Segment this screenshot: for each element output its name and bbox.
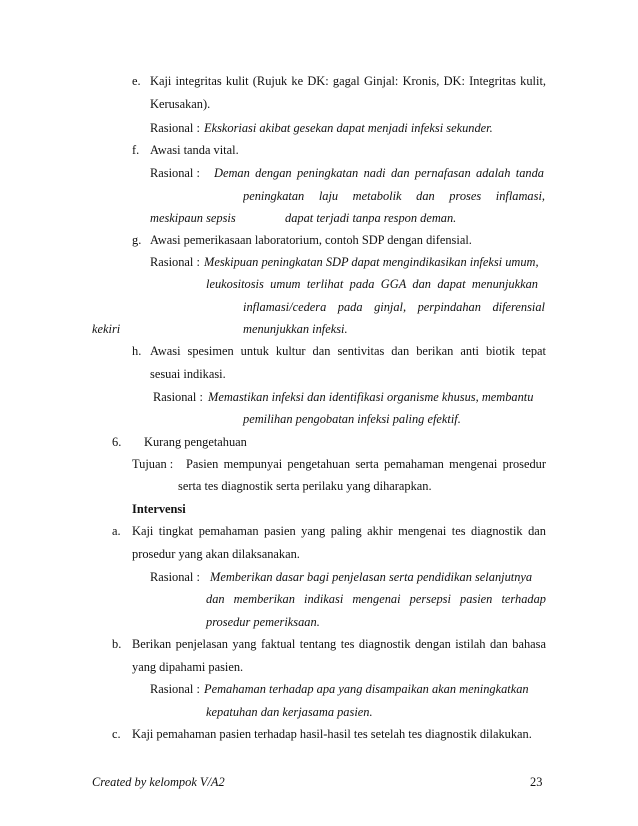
item-c-text: Kaji pemahaman pasien terhadap hasil-hasil tes setelah tes diagnostik dilakukan. bbox=[132, 727, 532, 741]
item-f-rasional-line-3a: meskipaun sepsis bbox=[150, 211, 236, 225]
item-b-rasional-line-1: Pemahaman terhadap apa yang disampaikan akan meningkatkan bbox=[204, 682, 529, 696]
item-e-text-cont: Kerusakan). bbox=[150, 97, 211, 111]
item-a-rasional-line-2: dan memberikan indikasi mengenai persepsi pasien terhadap bbox=[206, 592, 546, 606]
item-g-rasional-line-2: leukositosis umum terlihat pada GGA dan dapat menunjukkan bbox=[206, 277, 538, 291]
item-g-kekiri: kekiri bbox=[92, 322, 121, 336]
item-g-rasional-line-3: inflamasi/cedera pada ginjal, perpindahan diferensial bbox=[243, 300, 545, 314]
item-f-rasional-line-2: peningkatan laju metabolik dan proses inflamasi, bbox=[243, 189, 545, 203]
intervensi-heading: Intervensi bbox=[132, 502, 186, 516]
item-a-text-cont: prosedur yang akan dilaksanakan. bbox=[132, 547, 300, 561]
item-h-rasional-label: Rasional : bbox=[153, 390, 203, 404]
page-number: 23 bbox=[530, 775, 543, 789]
footer-credit: Created by kelompok V/A2 bbox=[92, 775, 225, 789]
item-h-text: Awasi spesimen untuk kultur dan sentivitas dan berikan anti biotik tepat bbox=[150, 344, 546, 358]
item-e-rasional-label: Rasional : bbox=[150, 121, 200, 135]
item-h-rasional-line-1: Memastikan infeksi dan identifikasi organisme khusus, membantu bbox=[208, 390, 534, 404]
item-e-rasional-text: Ekskoriasi akibat gesekan dapat menjadi infeksi sekunder. bbox=[204, 121, 493, 135]
item-h-text-cont: sesuai indikasi. bbox=[150, 367, 226, 381]
item-f-rasional-label: Rasional : bbox=[150, 166, 200, 180]
item-g-rasional-label: Rasional : bbox=[150, 255, 200, 269]
item-e-marker: e. bbox=[132, 74, 141, 88]
item-a-marker: a. bbox=[112, 524, 121, 538]
item-h-rasional-line-2: pemilihan pengobatan infeksi paling efektif. bbox=[243, 412, 461, 426]
item-g-rasional-line-4: menunjukkan infeksi. bbox=[243, 322, 348, 336]
tujuan-line-2: serta tes diagnostik serta perilaku yang diharapkan. bbox=[178, 479, 432, 493]
tujuan-label: Tujuan : bbox=[132, 457, 174, 471]
item-g-text: Awasi pemerikasaan laboratorium, contoh SDP dengan difensial. bbox=[150, 233, 472, 247]
item-h-marker: h. bbox=[132, 344, 142, 358]
item-f-rasional-line-3b: dapat terjadi tanpa respon deman. bbox=[285, 211, 457, 225]
item-b-rasional-line-2: kepatuhan dan kerjasama pasien. bbox=[206, 705, 373, 719]
item-a-text: Kaji tingkat pemahaman pasien yang paling akhir mengenai tes diagnostik dan bbox=[132, 524, 546, 538]
item-e-text: Kaji integritas kulit (Rujuk ke DK: gagal Ginjal: Kronis, DK: Integritas kulit, bbox=[150, 74, 546, 88]
item-f-rasional-line-1: Deman dengan peningkatan nadi dan pernafasan adalah tanda bbox=[214, 166, 544, 180]
item-f-marker: f. bbox=[132, 143, 140, 157]
section-6-title: Kurang pengetahuan bbox=[144, 435, 247, 449]
item-a-rasional-line-3: prosedur pemeriksaan. bbox=[206, 615, 320, 629]
item-c-marker: c. bbox=[112, 727, 121, 741]
item-b-text: Berikan penjelasan yang faktual tentang tes diagnostik dengan istilah dan bahasa bbox=[132, 637, 546, 651]
section-6-marker: 6. bbox=[112, 435, 122, 449]
item-f-text: Awasi tanda vital. bbox=[150, 143, 239, 157]
item-g-marker: g. bbox=[132, 233, 142, 247]
item-g-rasional-line-1: Meskipuan peningkatan SDP dapat mengindikasikan infeksi umum, bbox=[204, 255, 539, 269]
tujuan-line-1: Pasien mempunyai pengetahuan serta pemahaman mengenai prosedur bbox=[186, 457, 546, 471]
item-b-text-cont: yang dipahami pasien. bbox=[132, 660, 244, 674]
item-a-rasional-line-1: Memberikan dasar bagi penjelasan serta pendidikan selanjutnya bbox=[210, 570, 533, 584]
item-a-rasional-label: Rasional : bbox=[150, 570, 200, 584]
item-b-marker: b. bbox=[112, 637, 122, 651]
item-b-rasional-label: Rasional : bbox=[150, 682, 200, 696]
